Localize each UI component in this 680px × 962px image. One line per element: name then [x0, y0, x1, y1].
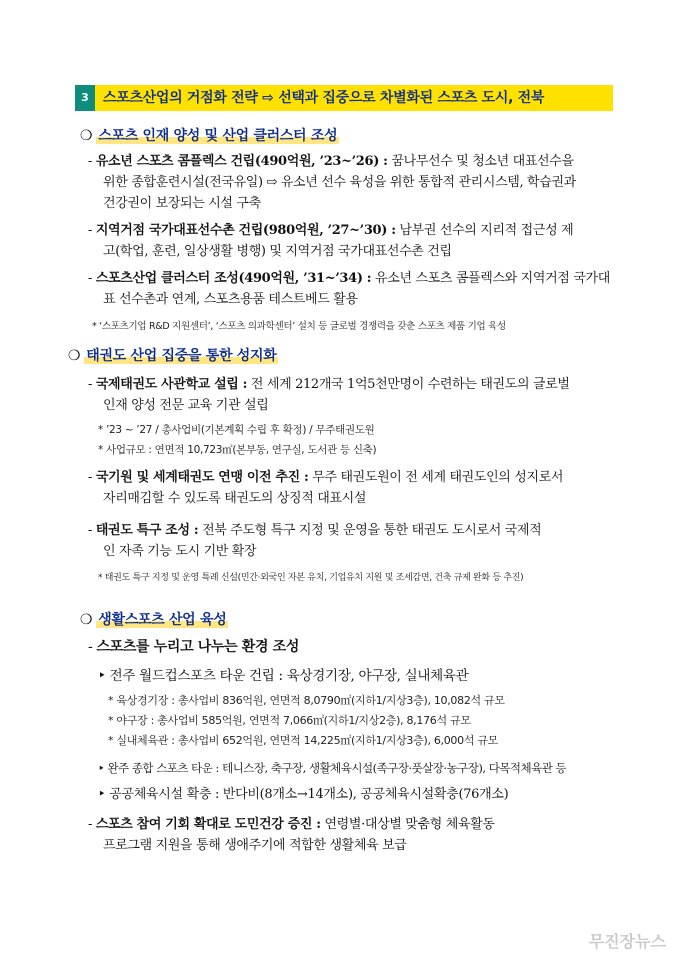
section-heading-1: [80, 125, 339, 145]
dash: -: [88, 377, 93, 392]
dash: -: [88, 523, 93, 538]
item-heading: 유소년 스포츠 콤플렉스 건립(490억원, ’23~’26) :: [95, 154, 388, 169]
banner-number: 3: [75, 85, 95, 111]
arrow-bullet: ‣: [98, 787, 106, 802]
item-text: 위한 종합훈련시설(전국유일) ⇨ 유소년 선수 육성을 위한 통합적 관리시스템, 학습권과: [103, 175, 576, 190]
section-heading-2: [68, 345, 278, 365]
section-title: 스포츠 인재 양성 및 산업 클러스터 조성: [98, 128, 338, 144]
section-heading-3: [80, 609, 228, 629]
item-heading: 스포츠를 누리고 나누는 환경 조성: [96, 639, 300, 655]
item-text: 전 세계 212개국 1억5천만명이 수련하는 태권도의 글로벌: [247, 377, 570, 392]
circle-bullet: ❍: [80, 128, 93, 144]
arrow-bullet: ‣: [98, 761, 105, 775]
item-text: 인 자족 기능 도시 기반 확장: [103, 544, 257, 559]
footnote: * 사업규모 : 연면적 10,723㎡(본부동, 연구실, 도서관 등 신축): [98, 444, 377, 456]
item-text: 건강권이 보장되는 시설 구축: [103, 196, 261, 211]
footnote: * 실내체육관 : 총사업비 652억원, 연면적 14,225㎡(지하1/지상3층), 6,000석 규모: [108, 734, 499, 747]
sub-item: [98, 760, 566, 776]
item-heading: 국제태권도 사관학교 설립 :: [95, 377, 248, 392]
item-text: 전북 주도형 특구 지정 및 운영을 통한 태권도 도시로서 국제적: [198, 523, 542, 538]
section-title: 태권도 산업 집중을 통한 성지화: [86, 348, 277, 364]
arrow-bullet: ‣: [98, 668, 106, 684]
list-item: [88, 637, 299, 658]
item-text: 남부권 선수의 지리적 접근성 제: [395, 223, 574, 238]
item-text: 연령별·대상별 맞춤형 체육활동: [320, 817, 495, 832]
dash: -: [88, 154, 93, 169]
watermark: 무진장뉴스: [588, 932, 666, 951]
list-item: [88, 220, 573, 262]
item-heading: 스포츠 참여 기회 확대로 도민건강 증진 :: [95, 817, 321, 832]
list-item: [88, 467, 563, 509]
footnote: * ’23 ~ ’27 / 총사업비(기본계획 수립 후 확정) / 무주태권도원: [98, 424, 375, 436]
circle-bullet: ❍: [68, 348, 81, 364]
dash: -: [88, 223, 93, 238]
sub-item-text: 공공체육시설 확충 : 반다비(8개소→14개소), 공공체육시설확충(76개소): [109, 787, 509, 802]
list-item: [88, 520, 541, 562]
item-text: 인재 양성 전문 교육 기관 설립: [103, 398, 269, 413]
sub-item-text: 완주 종합 스포츠 타운 : 테니스장, 축구장, 생활체육시설(족구장·풋살장·농구장), 다목적체육관 등: [107, 761, 567, 775]
item-heading: 지역거점 국가대표선수촌 건립(980억원, ’27~’30) :: [95, 223, 396, 238]
item-text: 고(학업, 훈련, 일상생활 병행) 및 지역거점 국가대표선수촌 건립: [103, 244, 452, 259]
list-item: [88, 814, 495, 856]
item-heading: 태권도 특구 조성 :: [95, 523, 199, 538]
dash: -: [88, 470, 93, 485]
circle-bullet: ❍: [80, 612, 93, 628]
footnote: * ‘스포츠기업 R&D 지원센터’, ‘스포츠 의과학센터’ 설치 등 글로벌 경쟁력을 갖춘 스포츠 제품 기업 육성: [92, 321, 506, 332]
section-title: 생활스포츠 산업 육성: [98, 612, 227, 628]
list-item: [88, 151, 576, 214]
item-heading: 스포츠산업 클러스터 조성(490억원, ’31~’34) :: [95, 271, 372, 286]
item-text: 프로그램 지원을 통해 생애주기에 적합한 생활체육 보급: [103, 838, 407, 853]
footnote: * 야구장 : 총사업비 585억원, 연면적 7,066㎡(지하1/지상2층), 8,176석 규모: [108, 714, 471, 727]
list-item: [88, 268, 610, 310]
list-item: [88, 374, 570, 416]
item-text: 무주 태권도원이 전 세계 태권도인의 성지로서: [308, 470, 564, 485]
footnote: * 태권도 특구 지정 및 운영 특례 신설(민간·외국인 자본 유치, 기업유치 지원 및 조세감면, 건축 규제 완화 등 추진): [98, 573, 524, 583]
footnote: * 육상경기장 : 총사업비 836억원, 연면적 8,0790㎡(지하1/지상3층), 10,082석 규모: [108, 694, 505, 707]
dash: -: [88, 817, 93, 832]
sub-item-text: 전주 월드컵스포츠 타운 건립 : 육상경기장, 야구장, 실내체육관: [109, 668, 469, 684]
sub-item: [98, 783, 508, 802]
banner-title: 스포츠산업의 거점화 전략 ⇨ 선택과 집중으로 차별화된 스포츠 도시, 전북: [103, 90, 545, 106]
dash: -: [88, 271, 93, 286]
item-heading: 국기원 및 세계태권도 연맹 이전 추진 :: [95, 470, 309, 485]
sub-item: [98, 664, 468, 684]
item-text: 꿈나무선수 및 청소년 대표선수을: [387, 154, 574, 169]
item-text: 자리매김할 수 있도록 태권도의 상징적 대표시설: [103, 491, 367, 506]
item-text: 표 선수촌과 연계, 스포츠용품 테스트베드 활용: [103, 292, 358, 307]
dash: -: [88, 639, 93, 655]
section-banner: [75, 85, 613, 111]
item-text: 유소년 스포츠 콤플렉스와 지역거점 국가대: [371, 271, 610, 286]
